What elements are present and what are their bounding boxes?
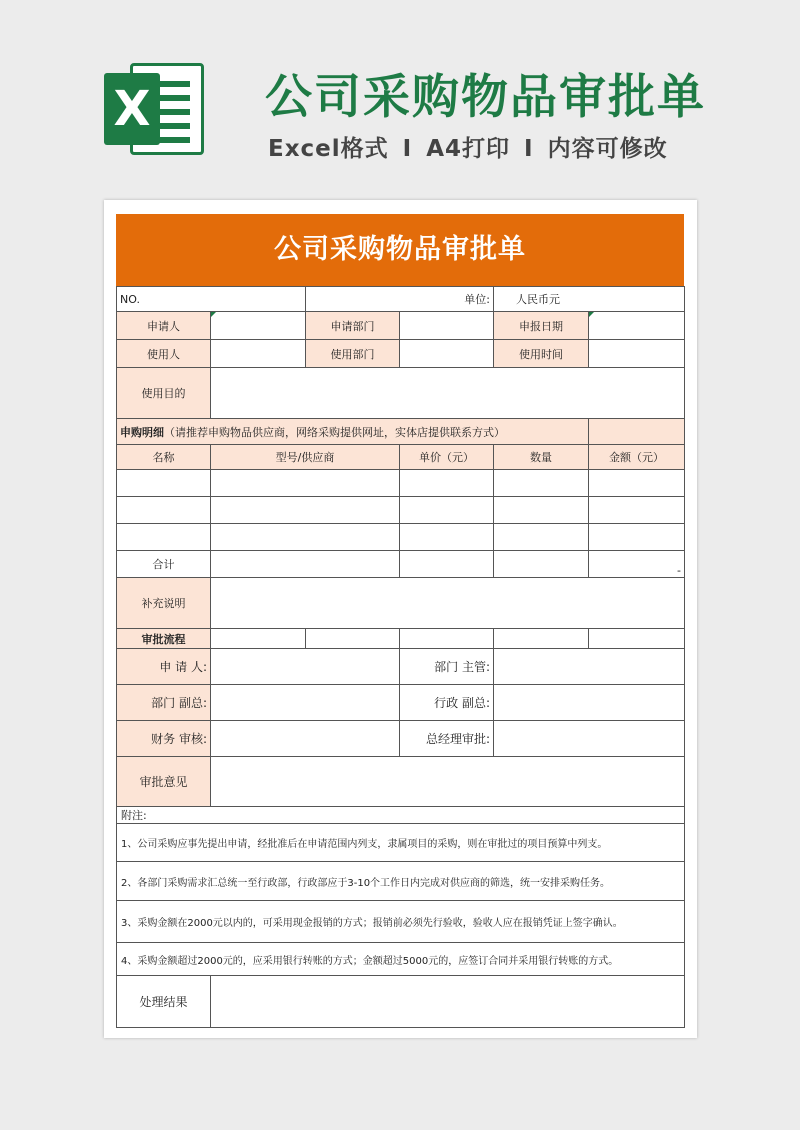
note-item: 1、公司采购应事先提出申请，经批准后在申请范围内列支，隶属项目的采购，则在审批过的项目预算中列支。: [117, 824, 685, 862]
item-qty-cell[interactable]: [494, 470, 589, 497]
form-title: 公司采购物品审批单: [116, 214, 684, 286]
apply-dept-label: 申请部门: [306, 312, 400, 340]
apply-dept-field[interactable]: [400, 312, 494, 340]
flow-admin-deputy-label: 行政 副总:: [400, 685, 494, 721]
item-name-cell[interactable]: [117, 470, 211, 497]
unit-value-text: 人民币元: [516, 293, 560, 306]
use-time-field[interactable]: [589, 340, 685, 368]
flow-dept-deputy-sign[interactable]: [211, 685, 400, 721]
supplement-label: 补充说明: [117, 578, 211, 629]
subtitle-format: Excel格式: [268, 136, 389, 162]
notes-title: 附注:: [117, 807, 685, 824]
opinion-label: 审批意见: [117, 757, 211, 807]
item-amount-cell[interactable]: [589, 497, 685, 524]
subtitle-print: A4打印: [426, 136, 511, 162]
flow-admin-deputy-sign[interactable]: [494, 685, 685, 721]
item-qty-cell[interactable]: [494, 497, 589, 524]
flow-dept-manager-sign[interactable]: [494, 649, 685, 685]
total-label: 合计: [117, 551, 211, 578]
apply-date-field[interactable]: [589, 312, 685, 340]
item-qty-cell[interactable]: [494, 524, 589, 551]
total-model-cell: [211, 551, 400, 578]
form-paper: [104, 200, 697, 1038]
use-time-label: 使用时间: [494, 340, 589, 368]
note-item: 3、采购金额在2000元以内的，可采用现金报销的方式；报销前必须先行验收，验收人应在报销凭证上签字确认。: [117, 901, 685, 943]
item-name-cell[interactable]: [117, 524, 211, 551]
total-qty-cell: [494, 551, 589, 578]
detail-title: 申购明细: [120, 425, 164, 439]
flow-applicant-sign[interactable]: [211, 649, 400, 685]
opinion-field[interactable]: [211, 757, 685, 807]
note-item: 2、各部门采购需求汇总统一至行政部，行政部应于3-10个工作日内完成对供应商的筛选，统一安排采购任务。: [117, 862, 685, 901]
item-amount-cell[interactable]: [589, 470, 685, 497]
no-label: NO.: [117, 287, 306, 312]
use-dept-label: 使用部门: [306, 340, 400, 368]
detail-header-blank: [589, 419, 685, 445]
user-field[interactable]: [211, 340, 306, 368]
purpose-field[interactable]: [211, 368, 685, 419]
result-field[interactable]: [211, 976, 685, 1028]
purpose-label: 使用目的: [117, 368, 211, 419]
applicant-label: 申请人: [117, 312, 211, 340]
flow-gm-sign[interactable]: [494, 721, 685, 757]
col-model-supplier: 型号/供应商: [211, 445, 400, 470]
item-model-cell[interactable]: [211, 524, 400, 551]
col-name: 名称: [117, 445, 211, 470]
item-price-cell[interactable]: [400, 497, 494, 524]
total-price-cell: [400, 551, 494, 578]
item-model-cell[interactable]: [211, 497, 400, 524]
result-label: 处理结果: [117, 976, 211, 1028]
col-unit-price: 单价（元）: [400, 445, 494, 470]
detail-header: [117, 419, 589, 445]
detail-note: （请推荐申购物品供应商，网络采购提供网址，实体店提供联系方式）: [164, 425, 505, 439]
col-quantity: 数量: [494, 445, 589, 470]
page-subtitle: [268, 130, 668, 163]
flow-title: 审批流程: [117, 629, 211, 649]
subtitle-separator: I: [402, 136, 413, 162]
flow-applicant-label: 申 请 人:: [117, 649, 211, 685]
item-price-cell[interactable]: [400, 524, 494, 551]
page-title: 公司采购物品审批单: [265, 70, 706, 125]
form-table: [116, 286, 685, 1028]
approval-form: [116, 214, 684, 1028]
logo-x-letter: X: [104, 73, 160, 145]
table-row: [117, 470, 685, 497]
flow-gm-label: 总经理审批:: [400, 721, 494, 757]
flow-dept-manager-label: 部门 主管:: [400, 649, 494, 685]
flow-dept-deputy-label: 部门 副总:: [117, 685, 211, 721]
flow-blank: [589, 629, 685, 649]
item-price-cell[interactable]: [400, 470, 494, 497]
unit-value: [494, 287, 685, 312]
subtitle-separator: I: [524, 136, 534, 162]
flow-blank: [494, 629, 589, 649]
flow-blank: [306, 629, 400, 649]
flow-finance-label: 财务 审核:: [117, 721, 211, 757]
subtitle-edit: 内容可修改: [547, 136, 668, 162]
total-value: -: [589, 551, 685, 578]
apply-date-label: 申报日期: [494, 312, 589, 340]
table-row: [117, 497, 685, 524]
excel-logo-icon: [104, 63, 204, 155]
item-name-cell[interactable]: [117, 497, 211, 524]
flow-finance-sign[interactable]: [211, 721, 400, 757]
col-amount: 金额（元）: [589, 445, 685, 470]
flow-blank: [211, 629, 306, 649]
item-model-cell[interactable]: [211, 470, 400, 497]
table-row: [117, 524, 685, 551]
applicant-field[interactable]: [211, 312, 306, 340]
item-amount-cell[interactable]: [589, 524, 685, 551]
unit-label: 单位:: [306, 287, 494, 312]
flow-blank: [400, 629, 494, 649]
use-dept-field[interactable]: [400, 340, 494, 368]
supplement-field[interactable]: [211, 578, 685, 629]
user-label: 使用人: [117, 340, 211, 368]
note-item: 4、采购金额超过2000元的，应采用银行转账的方式；金额超过5000元的，应签订合同并采用银行转账的方式。: [117, 943, 685, 976]
